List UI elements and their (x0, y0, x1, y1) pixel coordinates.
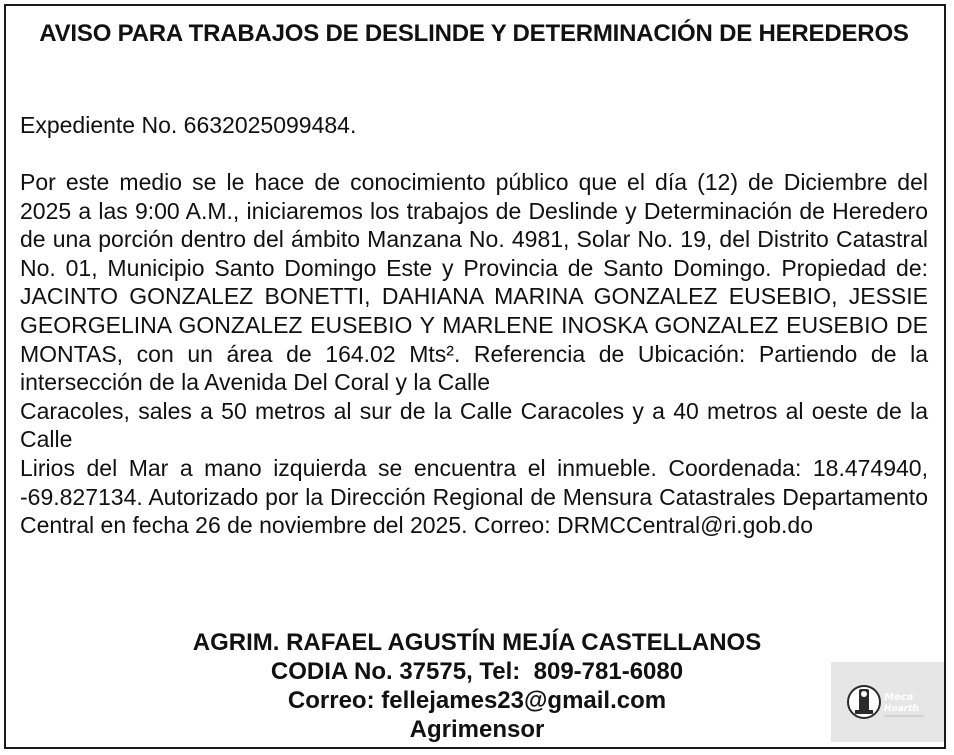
expediente-number: Expediente No. 6632025099484. (20, 112, 357, 138)
notice-paragraph-3: Lirios del Mar a mano izquierda se encuentra el inmueble. Coordenada: 18.474940, -69.827134. Autorizado por la Dirección Regional de Mensura Catastrales Departamento Central en fecha 26 de noviembre del 2025. Correo: DRMCCentral@ri.gob.do (20, 454, 928, 539)
logo-text-1: Meca (883, 692, 913, 703)
signature-block (0, 628, 954, 744)
notice-paragraph-2: Caracoles, sales a 50 metros al sur de la Calle Caracoles y a 40 metros al oeste de la Calle (20, 397, 928, 453)
notice-title: AVISO PARA TRABAJOS DE DESLINDE Y DETERMINACIÓN DE HEREDEROS (39, 20, 909, 47)
logo-text-2: Hearth (883, 704, 919, 714)
surveyor-codia-phone: CODIA No. 37575, Tel: 809-781-6080 (270, 658, 684, 685)
notice-body (20, 168, 928, 540)
surveyor-email: Correo: fellejames23@gmail.com (287, 687, 667, 714)
meca-hearth-logo (831, 662, 944, 742)
surveyor-name: AGRIM. RAFAEL AGUSTÍN MEJÍA CASTELLANOS (192, 629, 762, 656)
surveyor-role: Agrimensor (409, 716, 545, 743)
notice-paragraph-1: Por este medio se le hace de conocimiento público que el día (12) de Diciembre del 2025 a las 9:00 A.M., iniciaremos los trabajos de Deslinde y Determinación de Heredero de una porción dentro del ámbito Manzana No. 4981, Solar No. 19, del Distrito Catastral No. 01, Municipio Santo Domingo Este y Provincia de Santo Domingo. Propiedad de: JACINTO GONZALEZ BONETTI, DAHIANA MARINA GONZALEZ EUSEBIO, JESSIE GEORGELINA GONZALEZ EUSEBIO Y MARLENE INOSKA GONZALEZ EUSEBIO DE MONTAS, con un área de 164.02 Mts². Referencia de Ubicación: Partiendo de la intersección de la Avenida Del Coral y la Calle (20, 169, 928, 396)
meca-hearth-logo-icon (838, 672, 938, 732)
